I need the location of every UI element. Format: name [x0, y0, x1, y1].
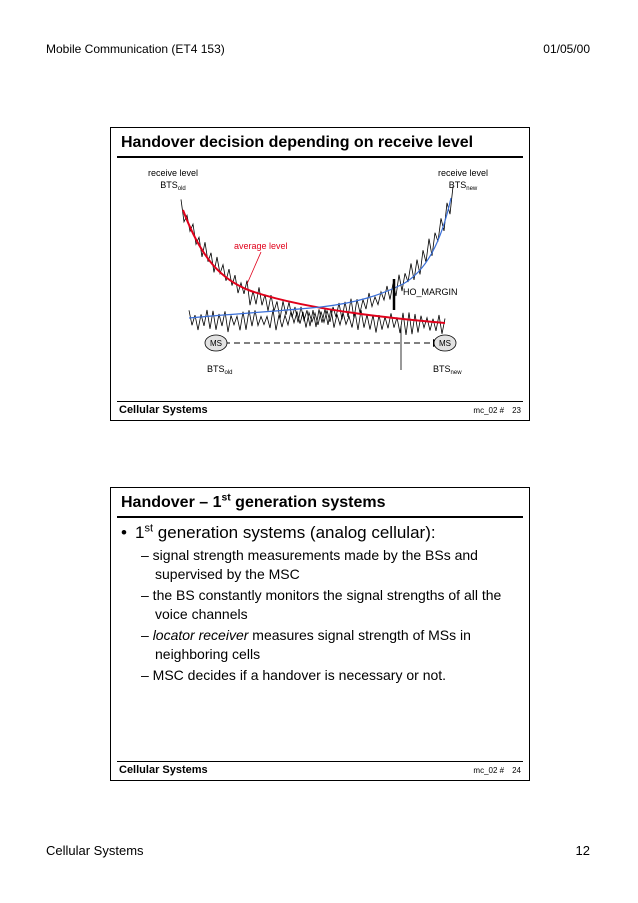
- bts-new-label: $BTS_{new}$: [433, 364, 462, 376]
- right-axis-label: receive level: [437, 168, 489, 178]
- ho-margin-label: HO_MARGIN: [403, 287, 458, 297]
- right-axis-bts-new: $BTS_{new}$: [448, 180, 478, 192]
- bts-old-label: $BTS_{old}$: [207, 364, 233, 376]
- slide-title: Handover – 1st generation systems: [121, 492, 386, 511]
- sub-bullet-1: – signal strength measurements made by the BSs and supervised by the MSC: [141, 547, 478, 582]
- bullet-list: [121, 518, 519, 685]
- sub-bullet-3: – locator receiver measures signal strength of MSs in neighboring cells: [141, 627, 471, 662]
- left-axis-bts-old: $BTS_{old}$: [160, 180, 186, 192]
- ms-right-label: MS: [439, 339, 451, 348]
- slide-footer: Cellular Systems: [119, 764, 208, 776]
- slide-footer: Cellular Systems: [119, 404, 208, 416]
- bts-old-signal: [181, 199, 445, 335]
- footer-course: Cellular Systems: [46, 843, 144, 858]
- bts-new-signal: [189, 186, 453, 332]
- average-level-pointer: [247, 252, 261, 284]
- slide-number: [473, 406, 521, 415]
- bullet-main: • 1st generation systems (analog cellular):: [121, 522, 436, 542]
- slide-title: Handover decision depending on receive level: [121, 134, 474, 151]
- slide-23: [110, 127, 530, 421]
- sub-bullet-2: – the BS constantly monitors the signal strengths of all the voice channels: [141, 587, 502, 622]
- slide-24: [110, 487, 530, 781]
- slide-ref: mc_02 #: [473, 406, 505, 415]
- slide-index: 23: [512, 406, 521, 415]
- slide-number: [473, 766, 521, 775]
- left-axis-label: receive level: [147, 168, 199, 178]
- slide-index: 24: [512, 766, 521, 775]
- footer-rule: [117, 761, 523, 762]
- slide-ref: mc_02 #: [473, 766, 505, 775]
- ms-left-label: MS: [210, 339, 222, 348]
- average-level-label: average level: [234, 241, 288, 251]
- sub-bullet-4: – MSC decides if a handover is necessary or not.: [141, 667, 447, 683]
- header-course: Mobile Communication (ET4 153): [46, 42, 225, 56]
- header-date: 01/05/00: [543, 42, 590, 56]
- footer-page-number: 12: [575, 843, 590, 858]
- handover-diagram: [111, 128, 529, 398]
- footer-rule: [117, 401, 523, 402]
- bts-new-average-curve: [189, 198, 451, 318]
